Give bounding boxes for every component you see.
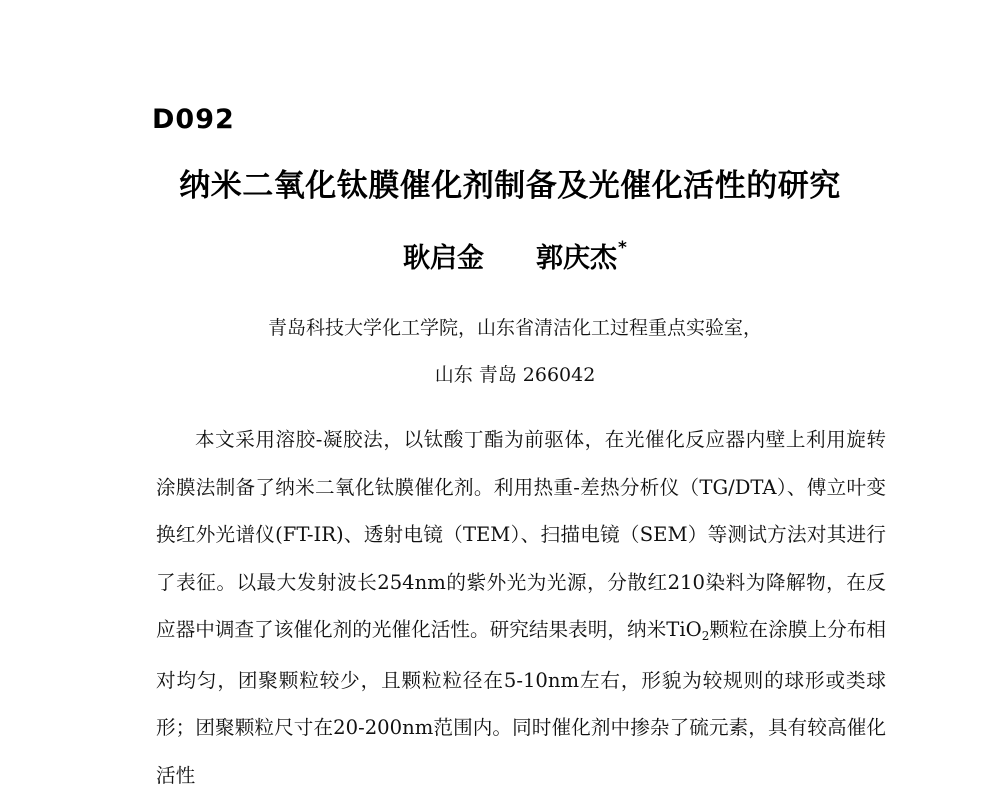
- corresponding-author-mark: *: [618, 238, 627, 258]
- author-name: 耿启金: [403, 243, 485, 274]
- abstract-text-part-1: 本文采用溶胶-凝胶法，以钛酸丁酯为前驱体，在光催化反应器内壁上利用旋转涂膜法制备了纳米二氧化钛膜催化剂。利用热重-差热分析仪（TG/DTA）、傅立叶变换红外光谱仪(FT-IR)、透射电镜（TEM）、扫描电镜（SEM）等测试方法对其进行了表征。以最大发射波长254nm的紫外光为光源，分散红210染料为降解物，在反应器中调查了该催化剂的光催化活性。研究结果表明，纳米TiO: [156, 428, 886, 641]
- author-line: [0, 236, 1000, 275]
- document-code: D092: [152, 104, 235, 135]
- abstract-text-part-2: 颗粒在涂膜上分布相对均匀，团聚颗粒较少，且颗粒粒径在5-10nm左右，形貌为较规则的球形或类球形；团聚颗粒尺寸在20-200nm范围内。同时催化剂中掺杂了硫元素，具有较高催化活性: [156, 618, 887, 787]
- author-2: [536, 236, 627, 275]
- affiliation-line-2: 山东 青岛 266042: [434, 364, 596, 386]
- author-name: 郭庆杰: [536, 243, 618, 274]
- author-1: [403, 236, 484, 275]
- affiliation-line-1: 青岛科技大学化工学院，山东省清洁化工过程重点实验室，: [267, 317, 762, 339]
- abstract-paragraph: [156, 416, 886, 799]
- paper-title: 纳米二氧化钛膜催化剂制备及光催化活性的研究: [179, 168, 841, 204]
- abstract-subscript: 2: [701, 629, 710, 643]
